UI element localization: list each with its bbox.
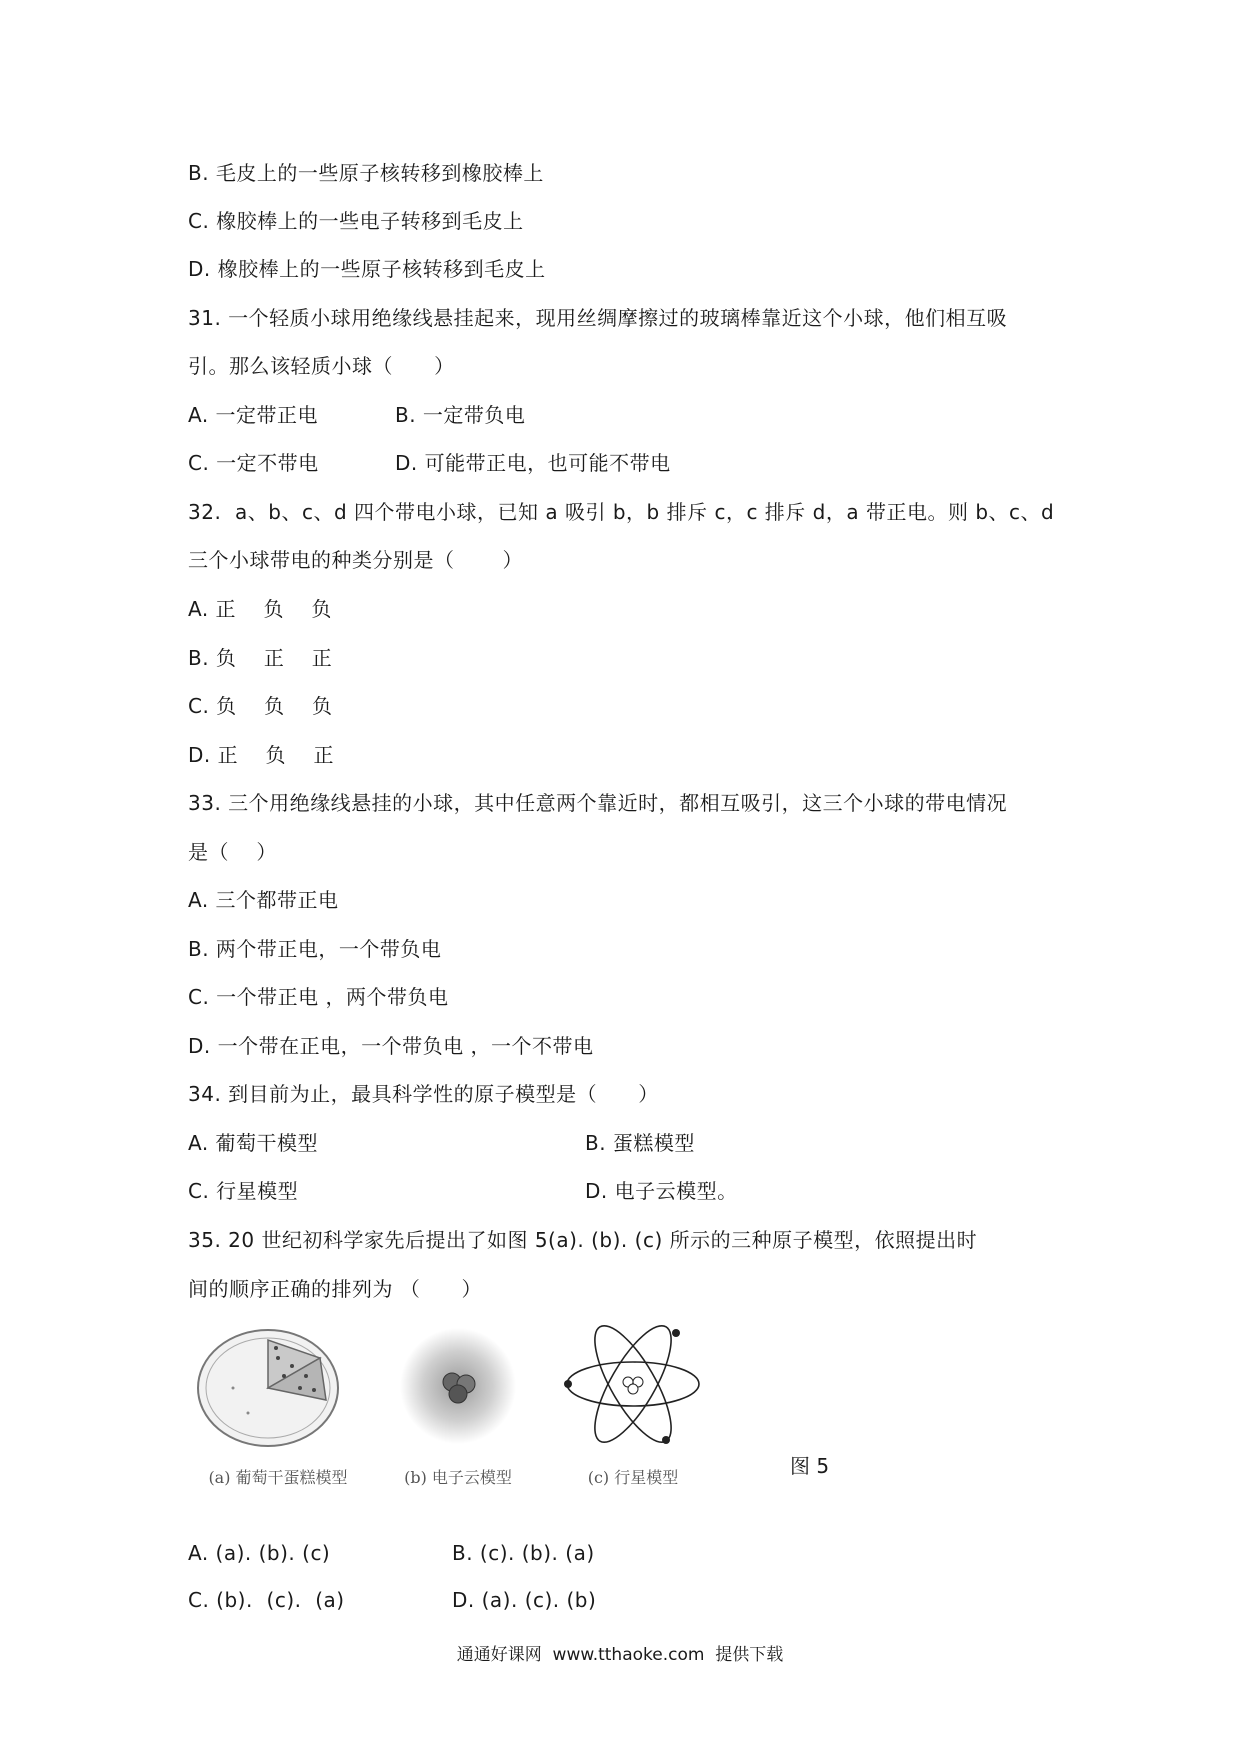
q31-option-c: C. 一定不带电 — [188, 451, 319, 475]
q30-option-d: D. 橡胶棒上的一些原子核转移到毛皮上 — [188, 257, 546, 281]
planetary-model-image — [548, 1318, 718, 1453]
q35-option-a: A. (a). (b). (c) — [188, 1541, 331, 1565]
figure-label: 图 5 — [790, 1454, 830, 1478]
figure-caption-b: (b) 电子云模型 — [404, 1468, 512, 1487]
q30-option-c: C. 橡胶棒上的一些电子转移到毛皮上 — [188, 209, 524, 233]
plum-pudding-model-image — [188, 1318, 368, 1453]
q34-option-c: C. 行星模型 — [188, 1179, 299, 1203]
page-footer: 通通好课网 www.tthaoke.com 提供下载 — [456, 1645, 784, 1665]
q35-stem-line1: 35. 20 世纪初科学家先后提出了如图 5(a). (b). (c) 所示的三种原子模型，依照提出时 — [188, 1228, 978, 1252]
plum-pudding-model-figure — [188, 1318, 368, 1488]
q32-option-b: B. 负 正 正 — [188, 646, 333, 670]
q31-option-a: A. 一定带正电 — [188, 403, 319, 427]
q32-stem-line2: 三个小球带电的种类分别是（ ） — [188, 548, 524, 572]
q32-option-d: D. 正 负 正 — [188, 743, 334, 767]
figure-caption-c: (c) 行星模型 — [587, 1468, 679, 1487]
q33-option-b: B. 两个带正电，一个带负电 — [188, 937, 442, 961]
electron-cloud-model-image — [378, 1318, 538, 1453]
planetary-model-figure — [548, 1318, 718, 1488]
q31-stem-line2: 引。那么该轻质小球（ ） — [188, 354, 455, 378]
q35-option-b: B. (c). (b). (a) — [452, 1541, 595, 1565]
q35-option-d: D. (a). (c). (b) — [452, 1588, 597, 1612]
figure-caption-a: (a) 葡萄干蛋糕模型 — [208, 1468, 348, 1487]
q31-stem-line1: 31. 一个轻质小球用绝缘线悬挂起来，现用丝绸摩擦过的玻璃棒靠近这个小球，他们相互吸 — [188, 306, 1008, 330]
q32-option-a: A. 正 负 负 — [188, 597, 332, 621]
q35-stem-line2: 间的顺序正确的排列为 （ ） — [188, 1277, 483, 1301]
q33-stem-line1: 33. 三个用绝缘线悬挂的小球，其中任意两个靠近时，都相互吸引，这三个小球的带电情况 — [188, 791, 1008, 815]
q33-option-c: C. 一个带正电 ，两个带负电 — [188, 985, 449, 1009]
q33-option-a: A. 三个都带正电 — [188, 888, 339, 912]
q32-option-c: C. 负 负 负 — [188, 694, 333, 718]
q33-option-d: D. 一个带在正电，一个带负电 ，一个不带电 — [188, 1034, 594, 1058]
q34-option-a: A. 葡萄干模型 — [188, 1131, 319, 1155]
q34-stem: 34. 到目前为止，最具科学性的原子模型是（ ） — [188, 1082, 659, 1106]
q31-option-d: D. 可能带正电，也可能不带电 — [395, 451, 671, 475]
atomic-models-figure — [188, 1318, 748, 1488]
q33-stem-line2: 是（ ） — [188, 840, 277, 864]
q34-option-b: B. 蛋糕模型 — [585, 1131, 695, 1155]
q32-stem-line1: 32. a、b、c、d 四个带电小球，已知 a 吸引 b，b 排斥 c，c 排斥 d，a 带正电。则 b、c、d — [188, 500, 1055, 524]
q30-option-b: B. 毛皮上的一些原子核转移到橡胶棒上 — [188, 161, 544, 185]
electron-cloud-model-figure — [378, 1318, 538, 1488]
q34-option-d: D. 电子云模型。 — [585, 1179, 738, 1203]
q31-option-b: B. 一定带负电 — [395, 403, 526, 427]
q35-option-c: C. (b). (c). (a) — [188, 1588, 345, 1612]
